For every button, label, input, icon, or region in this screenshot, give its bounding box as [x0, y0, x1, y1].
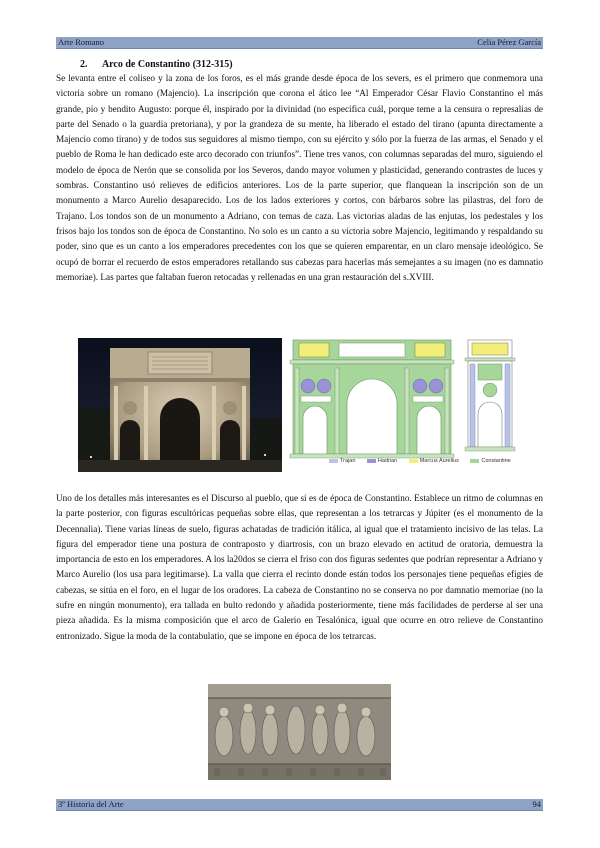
- body-paragraph-2: Uno de los detalles más interesantes es el Discurso al pueblo, que sí es de época de Constantino. Establece un ritmo de columnas en la parte posterior, con figuras escultóricas pequeñas sobre ellas, que representan a los tetrarcas y Júpiter (es el monumento de la Decennalia). Tiene varias líneas de suelo, figuras achatadas de tradición itálica, al igual que el tratamiento incisivo de las telas. La figura del emperador tiene una postura de contraposto y diartrosis, con un brazo elevado en actitud de oratoria, demuestra la importancia de esto en los emperadores. A los la20dos se cierra el friso con dos figuras sedentes que podrían representar a Adriano y Marco Aurelio (los usa para legitimarse). La valla que cierra el recinto donde están todos los personajes tiene pequeñas efigies de cabezas, se sitúa en el foro, en el lugar de los oradores. La cabeza de Constantino no se conserva no por damnatio memoriae (no la sufre en ningún monumento), era tallada en bulto redondo y añadida posteriormente, tiene más facilidades de perderse al ser una pieza añadida. Es la misma composición que el arco de Galerio en Tesalónica, igual que ocurre en otro relieve de Constantino entronizado. Sigue la moda de la contabulatio, que se impone en época de los tetrarcas.: [56, 493, 543, 641]
- page-number: 94: [532, 799, 541, 809]
- section-number: 2.: [80, 59, 88, 70]
- legend-item-hadrian: Hadrian: [367, 458, 397, 464]
- arch-side-elevation-diagram: [462, 338, 518, 453]
- page-header: [56, 37, 543, 49]
- header-left-text: Arte Romano: [58, 37, 105, 47]
- legend-item-marcus-aurelius: Marcus Aurelius: [409, 458, 459, 464]
- relief-photo-image: [208, 684, 391, 780]
- header-right-text: Celia Pérez García: [477, 37, 541, 47]
- figure-legend: [329, 458, 521, 464]
- arch-front-elevation-diagram: [287, 338, 457, 471]
- arch-photo-image: [78, 338, 282, 472]
- footer-left-text: 3º Historia del Arte: [58, 799, 124, 809]
- legend-item-trajan: Trajan: [329, 458, 355, 464]
- page-footer: [56, 799, 543, 811]
- legend-item-constantine: Constantine: [470, 458, 510, 464]
- section-title: [80, 59, 233, 70]
- body-paragraph-1: Se levanta entre el coliseo y la zona de los foros, es el más grande desde época de los severs, es el primero que conmemora una victoria sobre un romano (Majencio). La inscripción que corona el ático lee “Al Emperador César Flavio Constantino el más grande, pío y bendito Augusto: porque él, inspirado por la divinidad (no especifica cuál, porque teme a la censura o represalias de parte del Senado o la guardia pretoriana), y por la grandeza de su mente, ha liberado el estado del tirano (apunta directamente a Majencio como tirano) y de todos sus seguidores al mismo tiempo, con su ejército y sólo por la fuerza de las armas, el Senado y el pueblo de Roma le han dedicado este arco decorado con triunfos”. Tiene tres vanos, con columnas separadas del muro, siguiendo el modelo de época de Nerón que se consolida por los Severos, dando mayor volumen y plasticidad, generando contrastes de luces y sombras. Constantino usó relieves de edificios anteriores. Los de la parte superior, que flanquean la inscripción son de un monumento a Marco Aurelio desaparecido. Los de los lados exteriores y cortos, con bárbaros sobre las pilastras, del foro de Trajano. Los tondos son de un monumento a Adriano, con temas de caza. Las victorias aladas de las enjutas, los pedestales y los frisos bajo los tondos son de época de Constantino. No solo es un canto a su victoria sobre Majencio, legitimando y respaldando su poder, sino que es un canto a los emperadores precedentes con los que se quieren emparentar, en un claro mensaje ideológico. Se ocupó de borrar el recuerdo de estos emperadores retallando sus cabezas para hacerlas más semejantes a su imagen (no es damnatio memoriae). Las partes que faltaban fueron retocadas y rellenadas en una gran restauración del s.XVIII.: [56, 73, 543, 282]
- section-title-text: Arco de Constantino (312-315): [101, 59, 233, 70]
